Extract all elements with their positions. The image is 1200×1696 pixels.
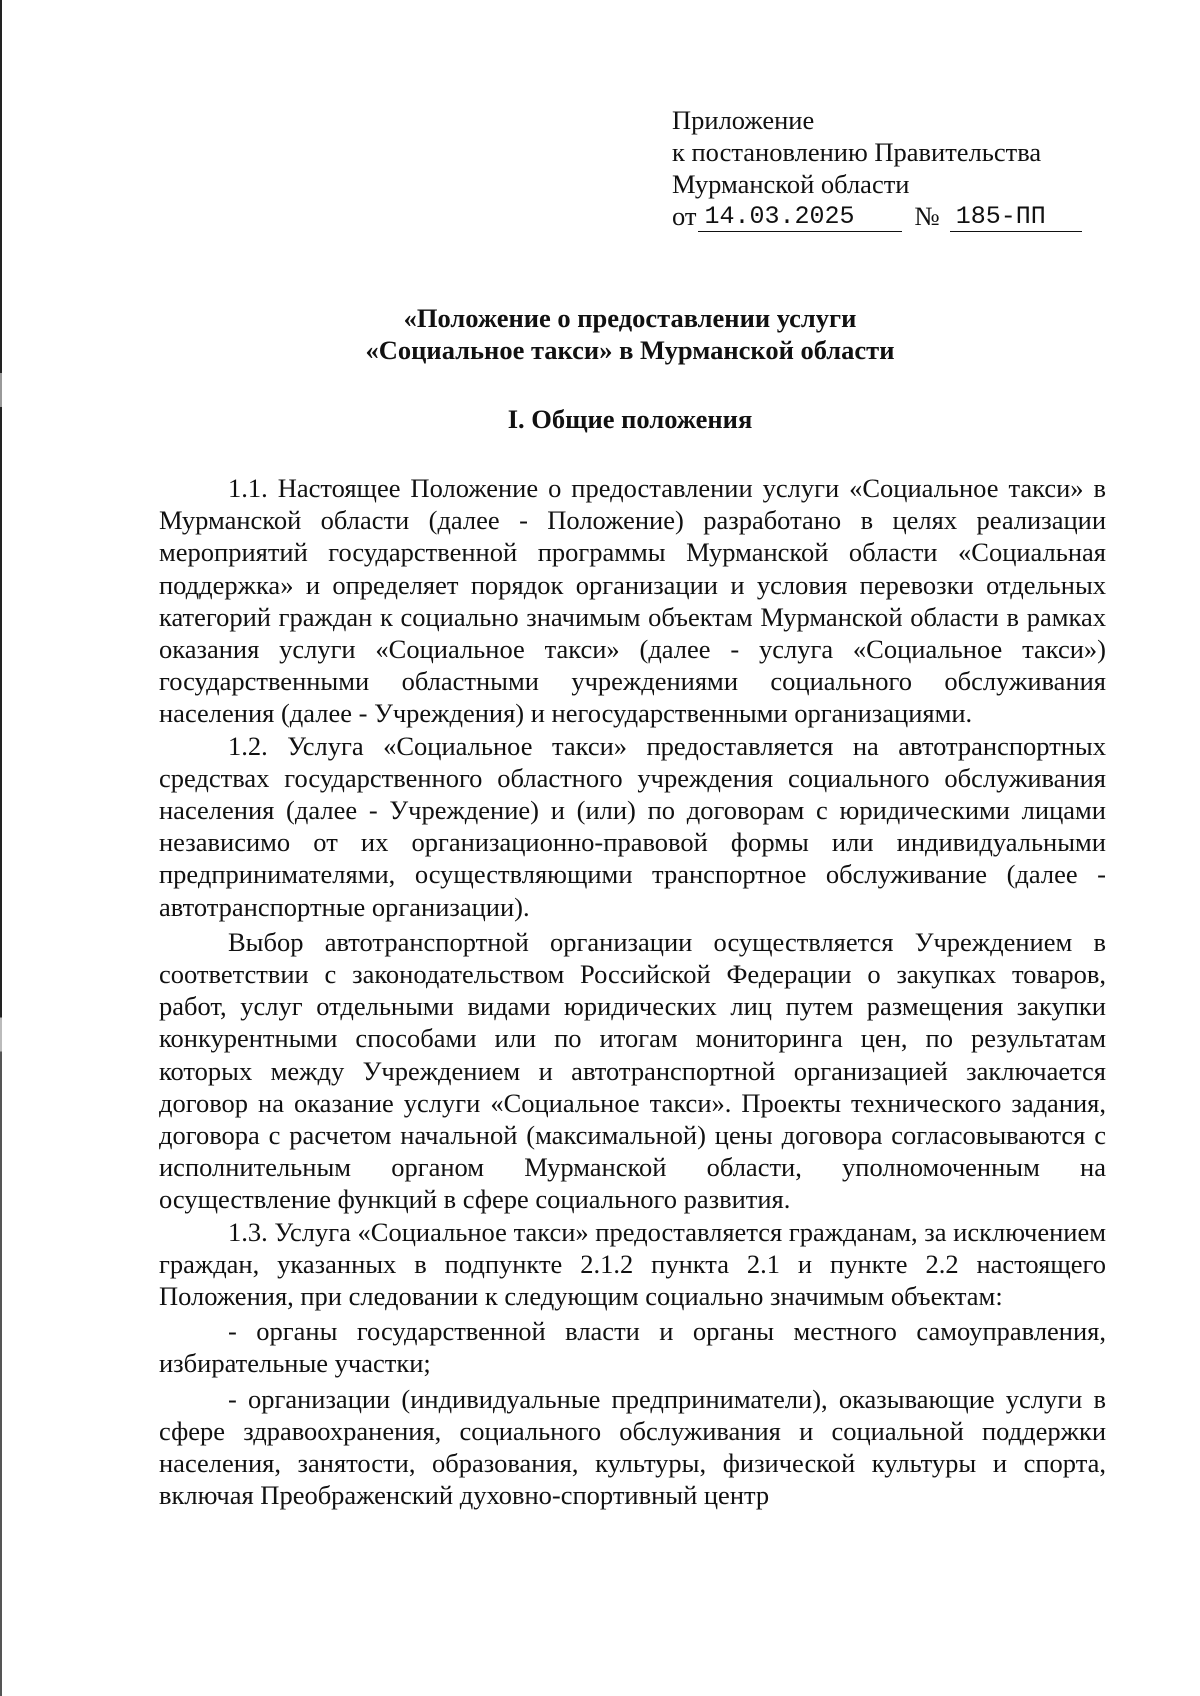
paragraph-1-3: 1.3. Услуга «Социальное такси» предоставляется гражданам, за исключением граждан, указанных в подпункте 2.1.2 пункта 2.1 и пункте 2.2 настоящего Положения, при следовании к следующим социально значимым объектам: <box>159 1216 1106 1312</box>
list-item-organizations: - организации (индивидуальные предприниматели), оказывающие услуги в сфере здравоохранения, социального обслуживания и социальной поддержки населения, занятости, образования, культуры, физической культуры и спорта, включая Преображенский духовно-спортивный центр <box>159 1383 1106 1511</box>
number-sign: № <box>914 201 940 231</box>
approval-date-number <box>672 200 1092 232</box>
paragraph-1-2: 1.2. Услуга «Социальное такси» предоставляется на автотранспортных средствах государственного областного учреждения социального обслуживания населения (далее - Учреждение) и (или) по договорам с юридическими лицами независимо от их организационно-правовой формы или индивидуальными предпринимателями, осуществляющими транспортное обслуживание (далее - автотранспортные организации). <box>159 730 1106 922</box>
date-prefix: от <box>672 201 697 231</box>
document-title <box>150 302 1110 366</box>
document-body <box>159 472 1106 1512</box>
document-number: 185-ПП <box>950 203 1082 232</box>
list-item-government-bodies: - органы государственной власти и органы местного самоуправления, избирательные участки; <box>159 1316 1106 1379</box>
document-title-line-1: «Положение о предоставлении услуги <box>403 303 857 333</box>
approval-line-3: Мурманской области <box>672 169 910 199</box>
scan-edge <box>0 0 2 1696</box>
document-date: 14.03.2025 <box>698 203 902 232</box>
paragraph-contractor-selection: Выбор автотранспортной организации осуществляется Учреждением в соответствии с законодательством Российской Федерации о закупках товаров, работ, услуг отдельными видами юридических лиц путем размещения закупки конкурентными способами или по итогам мониторинга цен, по результатам которых между Учреждением и автотранспортной организацией заключается договор на оказание услуги «Социальное такси». Проекты технического задания, договора с расчетом начальной (максимальной) цены договора согласовываются с исполнительным органом Мурманской области, уполномоченным на осуществление функций в сфере социального развития. <box>159 926 1106 1215</box>
document-title-line-2: «Социальное такси» в Мурманской области <box>365 335 895 365</box>
approval-line-2: к постановлению Правительства <box>672 137 1042 167</box>
approval-block <box>672 104 1092 232</box>
paragraph-1-1: 1.1. Настоящее Положение о предоставлении услуги «Социальное такси» в Мурманской области (далее - Положение) разработано в целях реализации мероприятий государственной программы Мурманской области «Социальная поддержка» и определяет порядок организации и условия перевозки отдельных категорий граждан к социально значимым объектам Мурманской области в рамках оказания услуги «Социальное такси» (далее - услуга «Социальное такси») государственными областными учреждениями социального обслуживания населения (далее - Учреждения) и негосударственными организациями. <box>159 473 1106 729</box>
section-heading: I. Общие положения <box>507 404 753 434</box>
approval-line-1: Приложение <box>672 105 815 135</box>
